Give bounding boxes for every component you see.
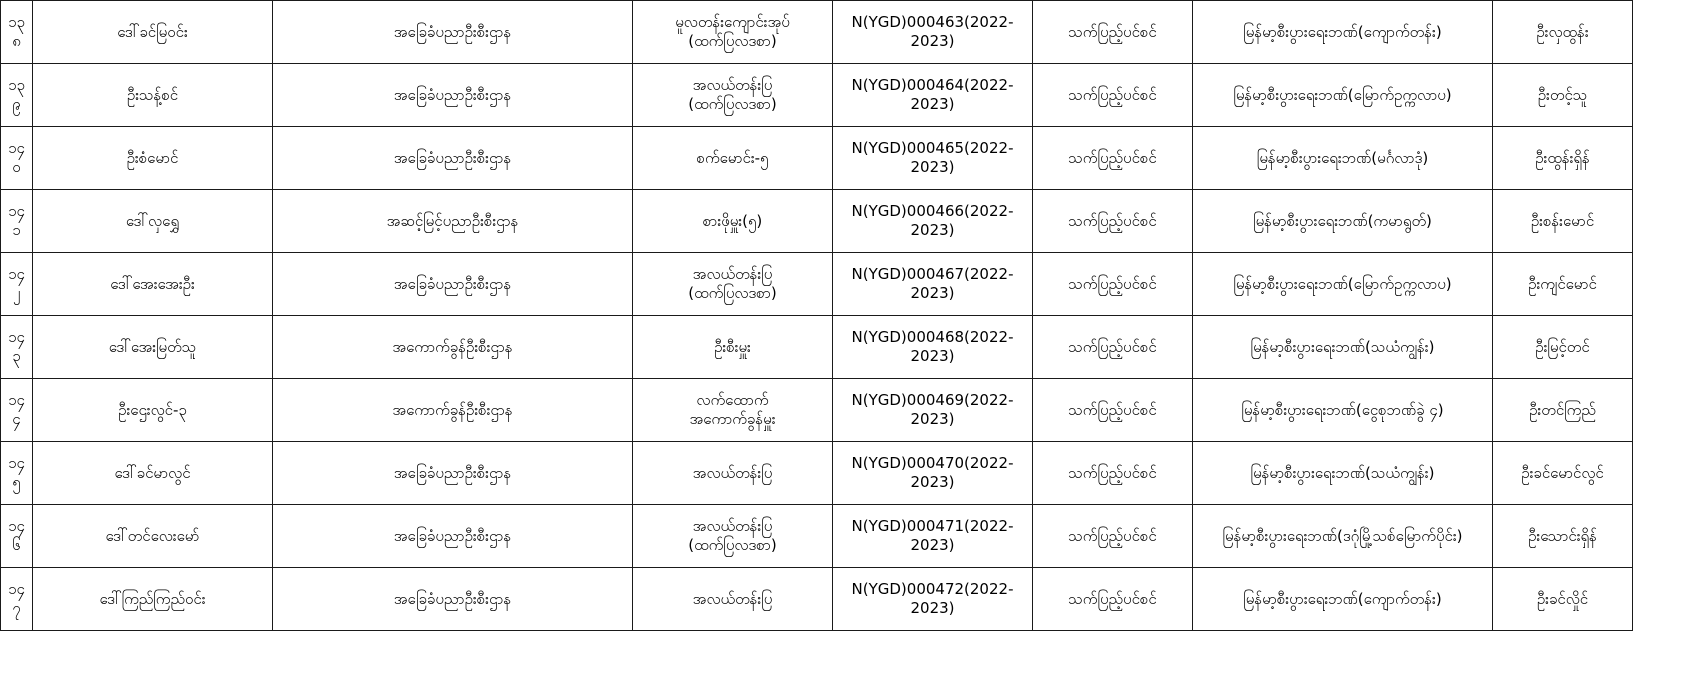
table-row <box>1 505 1633 568</box>
pension-status: သက်ပြည့်ပင်စင် <box>1033 505 1193 568</box>
position-line-2: အကောက်ခွန်မှူး <box>689 410 776 428</box>
row-number: ၁၄၅ <box>1 442 33 505</box>
department: အခြေခံပညာဦးစီးဌာန <box>273 64 633 127</box>
row-number: ၁၄၀ <box>1 127 33 190</box>
department: အခြေခံပညာဦးစီးဌာန <box>273 1 633 64</box>
row-number: ၁၃၈ <box>1 1 33 64</box>
position <box>633 316 833 379</box>
department: အကောက်ခွန်ဦးစီးဌာန <box>273 379 633 442</box>
pension-status: သက်ပြည့်ပင်စင် <box>1033 568 1193 631</box>
registration-number: N(YGD)000465(2022-2023) <box>833 127 1033 190</box>
pension-status: သက်ပြည့်ပင်စင် <box>1033 442 1193 505</box>
officer-name: ဦးခင်မောင်လွင် <box>1493 442 1633 505</box>
person-name: ဦးသန့်စင် <box>33 64 273 127</box>
table-row <box>1 64 1633 127</box>
registration-number: N(YGD)000466(2022-2023) <box>833 190 1033 253</box>
position <box>633 127 833 190</box>
department: အဆင့်မြင့်ပညာဦးစီးဌာန <box>273 190 633 253</box>
position <box>633 253 833 316</box>
officer-name: ဦးမြင့်တင် <box>1493 316 1633 379</box>
position-line-1: စားဖိုမှူး(၅) <box>702 211 763 230</box>
officer-name: ဦးခင်လှိုင် <box>1493 568 1633 631</box>
person-name: ဒေါ်ခင်မြဝင်း <box>33 1 273 64</box>
registration-number: N(YGD)000464(2022-2023) <box>833 64 1033 127</box>
position <box>633 379 833 442</box>
registration-number: N(YGD)000469(2022-2023) <box>833 379 1033 442</box>
registration-number: N(YGD)000472(2022-2023) <box>833 568 1033 631</box>
table-row <box>1 190 1633 253</box>
pension-status: သက်ပြည့်ပင်စင် <box>1033 1 1193 64</box>
position-line-1: အလယ်တန်းပြ <box>692 589 773 608</box>
table-row <box>1 568 1633 631</box>
position <box>633 64 833 127</box>
bank-branch: မြန်မာ့စီးပွားရေးဘဏ်(မြောက်ဥက္ကလာပ) <box>1193 64 1493 127</box>
position-line-2: (ထက်ပြလဒစာ) <box>688 32 777 50</box>
bank-branch: မြန်မာ့စီးပွားရေးဘဏ်(ဒဂုံမြို့သစ်မြောက်ပိုင်း) <box>1193 505 1493 568</box>
table-row <box>1 379 1633 442</box>
person-name: ဒေါ်ခင်မာလွင် <box>33 442 273 505</box>
registration-number: N(YGD)000470(2022-2023) <box>833 442 1033 505</box>
table-row <box>1 316 1633 379</box>
position-line-1: ဦးစီးမှူး <box>714 337 751 356</box>
position-line-1: လက်ထောက် <box>696 391 769 410</box>
position-line-2: (ထက်ပြလဒစာ) <box>688 95 777 113</box>
officer-name: ဦးလှထွန်း <box>1493 1 1633 64</box>
bank-branch: မြန်မာ့စီးပွားရေးဘဏ်(ကျောက်တန်း) <box>1193 1 1493 64</box>
person-name: ဦးဌေးလွင်-၃ <box>33 379 273 442</box>
position-line-1: အလယ်တန်းပြ <box>692 517 773 536</box>
row-number: ၁၄၆ <box>1 505 33 568</box>
pension-status: သက်ပြည့်ပင်စင် <box>1033 316 1193 379</box>
registration-number: N(YGD)000467(2022-2023) <box>833 253 1033 316</box>
registration-number: N(YGD)000471(2022-2023) <box>833 505 1033 568</box>
pension-status: သက်ပြည့်ပင်စင် <box>1033 190 1193 253</box>
bank-branch: မြန်မာ့စီးပွားရေးဘဏ်(သယံကျွန်း) <box>1193 442 1493 505</box>
officer-name: ဦးသောင်းရှိန် <box>1493 505 1633 568</box>
position <box>633 568 833 631</box>
position <box>633 190 833 253</box>
position-line-1: အလယ်တန်းပြ <box>692 76 773 95</box>
bank-branch: မြန်မာ့စီးပွားရေးဘဏ်(ကမာရွတ်) <box>1193 190 1493 253</box>
table-row <box>1 442 1633 505</box>
department: အခြေခံပညာဦးစီးဌာန <box>273 505 633 568</box>
row-number: ၁၄၁ <box>1 190 33 253</box>
officer-name: ဦးကျင်မောင် <box>1493 253 1633 316</box>
bank-branch: မြန်မာ့စီးပွားရေးဘဏ်(မင်္ဂလာဒုံ) <box>1193 127 1493 190</box>
bank-branch: မြန်မာ့စီးပွားရေးဘဏ်(ငွေစုဘဏ်ခွဲ ၄) <box>1193 379 1493 442</box>
row-number: ၁၄၄ <box>1 379 33 442</box>
position <box>633 1 833 64</box>
officer-name: ဦးတင့်သူ <box>1493 64 1633 127</box>
bank-branch: မြန်မာ့စီးပွားရေးဘဏ်(မြောက်ဥက္ကလာပ) <box>1193 253 1493 316</box>
department: အကောက်ခွန်ဦးစီးဌာန <box>273 316 633 379</box>
table-row <box>1 127 1633 190</box>
person-name: ဒေါ်တင်လေးမော် <box>33 505 273 568</box>
pension-status: သက်ပြည့်ပင်စင် <box>1033 253 1193 316</box>
department: အခြေခံပညာဦးစီးဌာန <box>273 568 633 631</box>
position <box>633 442 833 505</box>
department: အခြေခံပညာဦးစီးဌာန <box>273 253 633 316</box>
row-number: ၁၄၂ <box>1 253 33 316</box>
table-row <box>1 1 1633 64</box>
table-body <box>1 1 1633 631</box>
table-row <box>1 253 1633 316</box>
position-line-1: စက်မောင်း-၅ <box>696 148 769 167</box>
pension-status: သက်ပြည့်ပင်စင် <box>1033 64 1193 127</box>
bank-branch: မြန်မာ့စီးပွားရေးဘဏ်(သယံကျွန်း) <box>1193 316 1493 379</box>
pension-status: သက်ပြည့်ပင်စင် <box>1033 127 1193 190</box>
bank-branch: မြန်မာ့စီးပွားရေးဘဏ်(ကျောက်တန်း) <box>1193 568 1493 631</box>
pension-status: သက်ပြည့်ပင်စင် <box>1033 379 1193 442</box>
row-number: ၁၄၃ <box>1 316 33 379</box>
position-line-1: မူလတန်းကျောင်းအုပ် <box>675 13 790 32</box>
person-name: ဒေါ်လှရွှေ <box>33 190 273 253</box>
row-number: ၁၃၉ <box>1 64 33 127</box>
position-line-1: အလယ်တန်းပြ <box>692 265 773 284</box>
position-line-2: (ထက်ပြလဒစာ) <box>688 536 777 554</box>
position <box>633 505 833 568</box>
person-name: ဒေါ်အေးအေးဦး <box>33 253 273 316</box>
person-name: ဒေါ်အေးမြတ်သူ <box>33 316 273 379</box>
person-name: ဦးစံမောင် <box>33 127 273 190</box>
officer-name: ဦးတင်ကြည် <box>1493 379 1633 442</box>
position-line-1: အလယ်တန်းပြ <box>692 463 773 482</box>
department: အခြေခံပညာဦးစီးဌာန <box>273 442 633 505</box>
person-name: ဒေါ်ကြည်ကြည်ဝင်း <box>33 568 273 631</box>
officer-name: ဦးစန်းမောင် <box>1493 190 1633 253</box>
officer-name: ဦးထွန်းရှိန် <box>1493 127 1633 190</box>
registration-number: N(YGD)000468(2022-2023) <box>833 316 1033 379</box>
department: အခြေခံပညာဦးစီးဌာန <box>273 127 633 190</box>
position-line-2: (ထက်ပြလဒစာ) <box>688 284 777 302</box>
registration-number: N(YGD)000463(2022-2023) <box>833 1 1033 64</box>
row-number: ၁၄၇ <box>1 568 33 631</box>
